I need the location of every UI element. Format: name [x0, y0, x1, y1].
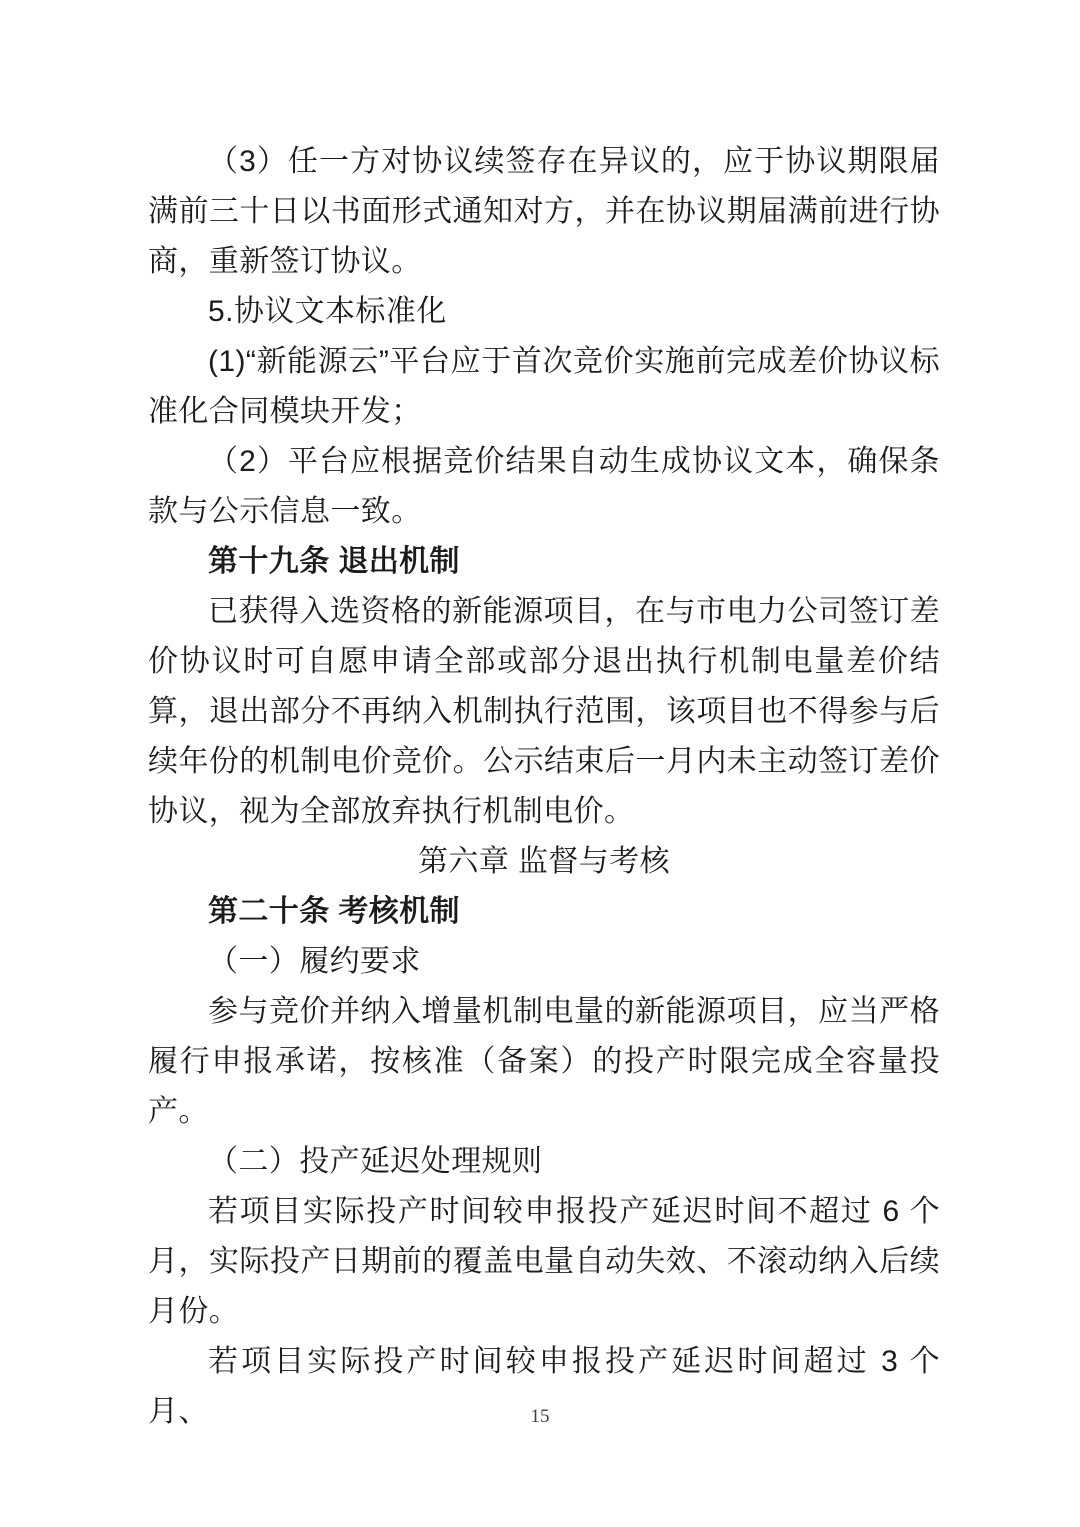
body-paragraph: 参与竞价并纳入增量机制电量的新能源项目，应当严格履行申报承诺，按核准（备案）的投产时限完成全容量投产。: [148, 995, 940, 1128]
body-paragraph: 若项目实际投产时间较申报投产延迟时间超过 3 个月、: [148, 1345, 940, 1428]
body-paragraph: 5.协议文本标准化: [208, 295, 447, 328]
page-number: 15: [530, 1406, 550, 1427]
body-paragraph: （2）平台应根据竞价结果自动生成协议文本，确保条款与公示信息一致。: [148, 445, 940, 528]
body-paragraph: （二）投产延迟处理规则: [208, 1145, 543, 1178]
document-body: [148, 137, 940, 1437]
body-paragraph: （一）履约要求: [208, 945, 421, 978]
article-heading: 第二十条 考核机制: [208, 895, 460, 928]
body-paragraph: 已获得入选资格的新能源项目，在与市电力公司签订差价协议时可自愿申请全部或部分退出执行机制电量差价结算，退出部分不再纳入机制执行范围，该项目也不得参与后续年份的机制电价竞价。公示结束后一月内未主动签订差价协议，视为全部放弃执行机制电价。: [148, 595, 940, 828]
body-paragraph: (1)“新能源云”平台应于首次竞价实施前完成差价协议标准化合同模块开发；: [148, 345, 940, 428]
body-paragraph: 若项目实际投产时间较申报投产延迟时间不超过 6 个月，实际投产日期前的覆盖电量自动失效、不滚动纳入后续月份。: [148, 1195, 940, 1328]
chapter-heading: 第六章 监督与考核: [418, 845, 670, 878]
article-heading: 第十九条 退出机制: [208, 545, 460, 578]
body-paragraph: （3）任一方对协议续签存在异议的，应于协议期限届满前三十日以书面形式通知对方，并在协议期届满前进行协商，重新签订协议。: [148, 145, 940, 278]
